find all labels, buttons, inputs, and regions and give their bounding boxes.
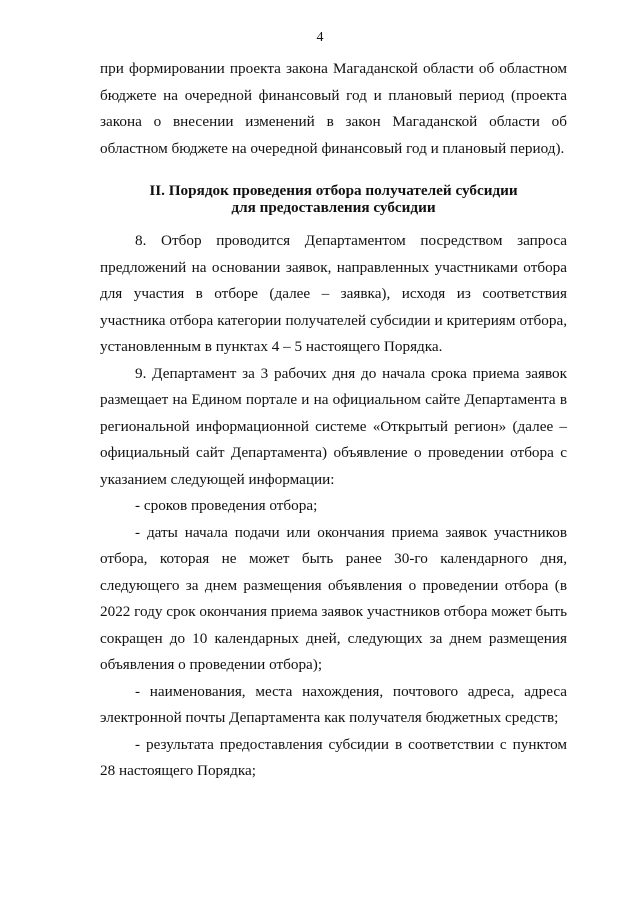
paragraph-8: 8. Отбор проводится Департаментом посредством запроса предложений на основании заявок, направленных участниками отбора для участия в отборе (далее – заявка), исходя из соответствия участника отбора категории получателей субсидии и критериям отбора, установленным в пунктах 4 – 5 настоящего Порядка. bbox=[100, 232, 567, 355]
list-item-dates: - даты начала подачи или окончания приема заявок участников отбора, которая не может быть ранее 30-го календарного дня, следующего за днем размещения объявления о проведении отбора (в 2022 году срок окончания приема заявок участников отбора может быть сокращен до 10 календарных дней, следующих за днем размещения объявления о проведении отбора); bbox=[100, 523, 567, 673]
intro-paragraph: при формировании проекта закона Магаданской области об областном бюджете на очередной финансовый год и плановый период (проекта закона о внесении изменений в закон Магаданской области об областном бюджете на очередной финансовый год и плановый период). bbox=[100, 60, 567, 157]
list-item-department-info: - наименования, места нахождения, почтового адреса, адреса электронной почты Департамента как получателя бюджетных средств; bbox=[100, 682, 567, 726]
section-body bbox=[100, 228, 567, 785]
list-item-terms: - сроков проведения отбора; bbox=[135, 497, 318, 514]
section-heading-line-2: для предоставления субсидии bbox=[231, 199, 436, 216]
paragraph-9: 9. Департамент за 3 рабочих дня до начала срока приема заявок размещает на Едином портале и на официальном сайте Департамента в региональной информационной системе «Открытый регион» (далее – официальный сайт Департамента) объявление о проведении отбора с указанием следующей информации: bbox=[100, 364, 567, 488]
list-item-result: - результата предоставления субсидии в соответствии с пунктом 28 настоящего Порядка; bbox=[100, 735, 567, 779]
page-number: 4 bbox=[316, 30, 324, 45]
intro-block bbox=[100, 56, 567, 162]
section-heading-line-1: II. Порядок проведения отбора получателей субсидии bbox=[149, 182, 518, 199]
